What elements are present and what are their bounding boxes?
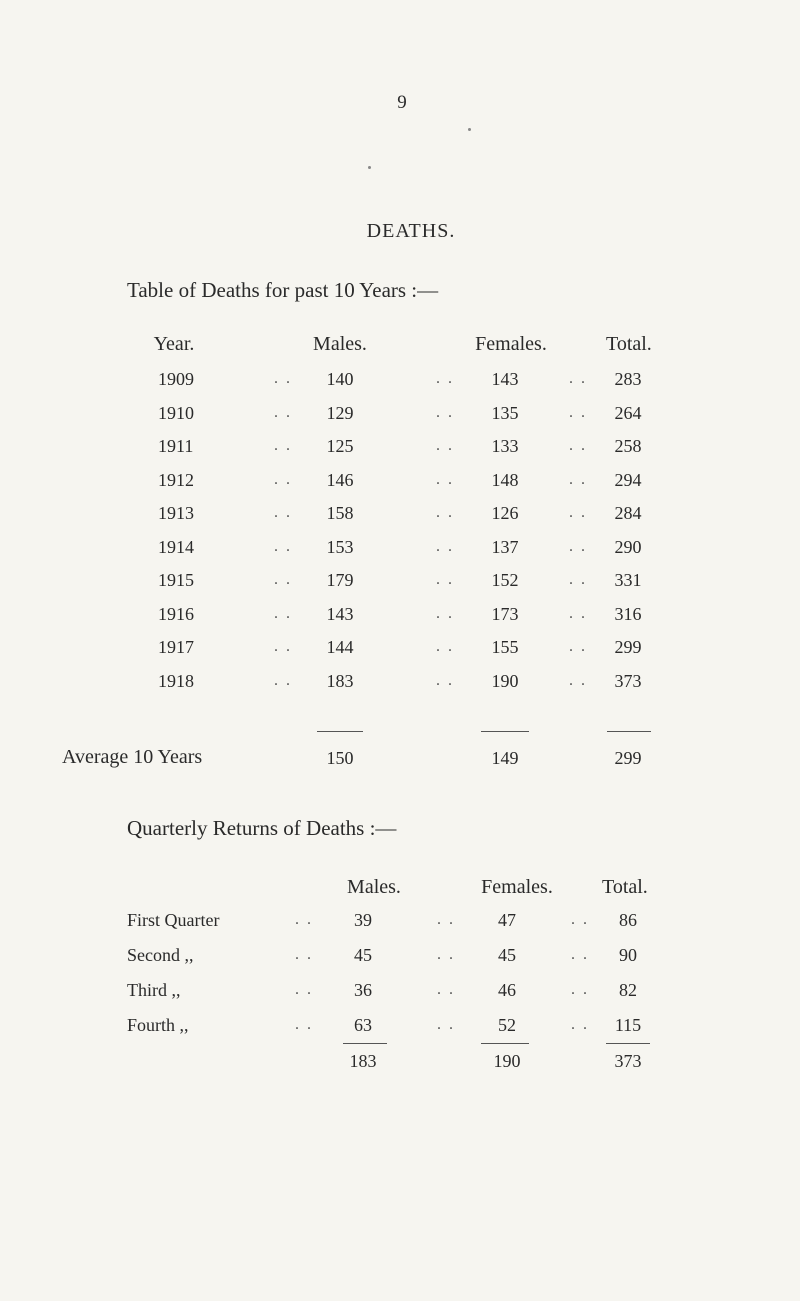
leader-dots: . . [436,571,454,588]
column-header: Total. [606,333,652,355]
leader-dots: . . [569,671,587,689]
average-males: 150 [326,748,354,768]
total-cell: 90 [619,945,637,965]
leader-dots: . . [571,911,589,928]
total-cell: 290 [614,536,642,557]
total-cell: 82 [619,980,637,1000]
leader-dots: . . [274,437,292,454]
females-cell: 137 [491,536,519,557]
leader-dots: . . [437,911,455,928]
leader-dots: . . [436,470,454,488]
year-cell: 1910 [158,402,194,423]
females-cell: 45 [498,945,516,965]
quarterly-table-caption: Quarterly Returns of Deaths :— [127,816,397,840]
total-males: 183 [349,1051,377,1071]
year-cell: 1915 [158,570,194,590]
leader-dots: . . [436,671,454,689]
column-header: Total. [602,876,648,898]
leader-dots: . . [569,403,587,421]
quarter-label: First Quarter [127,910,220,930]
total-cell: 299 [614,637,642,657]
males-cell: 146 [326,469,354,490]
leader-dots: . . [571,946,589,963]
males-cell: 153 [326,536,354,557]
females-cell: 135 [491,402,519,423]
females-cell: 52 [498,1015,516,1035]
sum-rule [317,731,363,732]
leader-dots: . . [571,1016,589,1033]
total-cell: 258 [614,436,642,456]
year-cell: 1914 [158,536,194,557]
females-cell: 47 [498,910,516,930]
leader-dots: . . [569,638,587,655]
average-label: Average 10 Years [62,746,203,768]
leader-dots: . . [436,537,454,555]
speck-mark [368,166,371,169]
quarter-label: Second ,, [127,945,194,965]
males-cell: 144 [326,637,354,657]
page-number: 9 [397,92,407,113]
deaths-table-caption: Table of Deaths for past 10 Years :— [127,278,439,302]
males-cell: 179 [326,570,354,590]
year-cell: 1918 [158,670,194,691]
column-header: Males. [313,333,367,355]
leader-dots: . . [274,604,292,622]
total-cell: 86 [619,910,637,930]
males-cell: 125 [326,436,354,456]
females-cell: 155 [491,637,519,657]
total-cell: 294 [614,469,642,490]
leader-dots: . . [274,571,292,588]
leader-dots: . . [569,504,587,521]
leader-dots: . . [436,437,454,454]
leader-dots: . . [436,403,454,421]
leader-dots: . . [295,1016,313,1033]
sum-rule [607,731,651,732]
leader-dots: . . [436,370,454,387]
total-cell: 264 [614,402,642,423]
speck-mark [468,128,471,131]
females-cell: 190 [491,670,519,691]
males-cell: 39 [354,910,372,930]
leader-dots: . . [274,370,292,387]
males-cell: 140 [326,369,354,389]
leader-dots: . . [569,437,587,454]
leader-dots: . . [274,671,292,689]
total-cell: 283 [614,369,642,389]
leader-dots: . . [436,604,454,622]
column-header: Males. [347,876,401,898]
total-cell: 115 [614,1015,642,1035]
leader-dots: . . [436,638,454,655]
year-cell: 1917 [158,637,194,657]
males-cell: 183 [326,670,354,691]
males-cell: 158 [326,503,354,523]
leader-dots: . . [571,981,589,998]
year-cell: 1916 [158,603,194,624]
leader-dots: . . [274,537,292,555]
males-cell: 45 [354,945,372,965]
leader-dots: . . [437,946,455,963]
females-cell: 173 [491,603,519,624]
females-cell: 143 [491,369,519,389]
leader-dots: . . [569,470,587,488]
average-total: 299 [614,748,642,768]
leader-dots: . . [295,981,313,998]
leader-dots: . . [274,403,292,421]
leader-dots: . . [569,537,587,555]
total-cell: 373 [614,670,642,691]
year-cell: 1909 [158,369,194,389]
sum-rule [343,1043,387,1044]
column-header: Females. [481,876,553,898]
year-cell: 1911 [158,436,194,456]
leader-dots: . . [295,946,313,963]
quarter-label: Third ,, [127,980,181,1000]
column-header: Females. [475,333,547,355]
females-cell: 46 [498,980,516,1000]
total-cell: 316 [614,603,642,624]
males-cell: 129 [326,402,354,423]
leader-dots: . . [437,1016,455,1033]
year-cell: 1912 [158,469,194,490]
leader-dots: . . [437,981,455,998]
total-females: 190 [493,1051,521,1071]
year-cell: 1913 [158,503,194,523]
quarter-label: Fourth ,, [127,1015,189,1035]
females-cell: 126 [491,503,519,523]
leader-dots: . . [274,470,292,488]
sum-rule [481,731,529,732]
leader-dots: . . [274,638,292,655]
total-cell: 331 [614,570,642,590]
females-cell: 133 [491,436,519,456]
males-cell: 143 [326,603,354,624]
leader-dots: . . [569,604,587,622]
average-females: 149 [491,748,519,768]
page-title: DEATHS. [366,220,456,242]
total-cell: 284 [614,503,642,523]
males-cell: 36 [354,980,372,1000]
leader-dots: . . [569,571,587,588]
males-cell: 63 [354,1015,372,1035]
total-total: 373 [614,1051,642,1071]
females-cell: 152 [491,570,519,590]
column-header: Year. [153,333,195,355]
leader-dots: . . [569,370,587,387]
leader-dots: . . [436,504,454,521]
sum-rule [481,1043,529,1044]
leader-dots: . . [274,504,292,521]
females-cell: 148 [491,469,519,490]
leader-dots: . . [295,911,313,928]
sum-rule [606,1043,650,1044]
